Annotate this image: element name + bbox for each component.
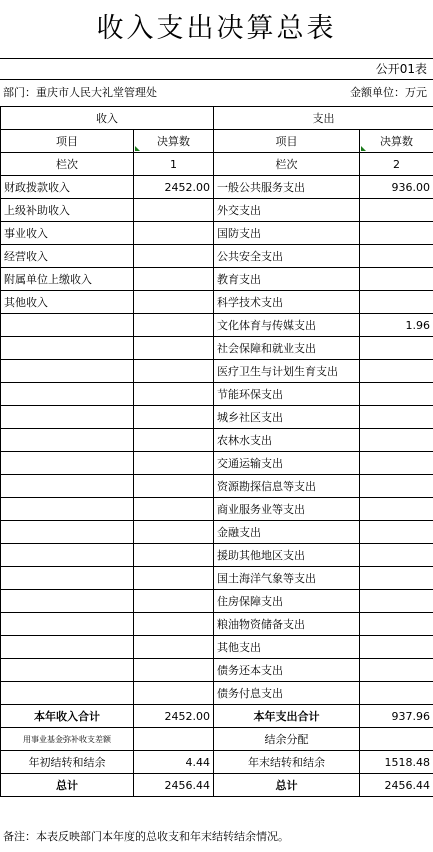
table-row bbox=[1, 544, 433, 567]
expense-item-cell: 债务付息支出 bbox=[214, 682, 360, 705]
expense-amount-cell bbox=[360, 268, 433, 291]
table-row bbox=[1, 475, 433, 498]
expense-amount-cell bbox=[360, 521, 433, 544]
income-amount-cell bbox=[134, 498, 214, 521]
expense-item-cell: 援助其他地区支出 bbox=[214, 544, 360, 567]
expense-item-cell: 交通运输支出 bbox=[214, 452, 360, 475]
expense-item-cell: 农林水支出 bbox=[214, 429, 360, 452]
expense-amount-header: 决算数 bbox=[360, 130, 433, 153]
expense-amount-cell bbox=[360, 360, 433, 383]
expense-amount-cell bbox=[360, 498, 433, 521]
table-row bbox=[1, 636, 433, 659]
income-amount-cell bbox=[134, 291, 214, 314]
income-amount-cell bbox=[134, 199, 214, 222]
expense-item-cell: 节能环保支出 bbox=[214, 383, 360, 406]
income-amount-cell: 2452.00 bbox=[134, 176, 214, 199]
income-amount-cell bbox=[134, 383, 214, 406]
year-total-row bbox=[1, 705, 433, 728]
year-expense-label: 本年支出合计 bbox=[214, 705, 360, 728]
income-item-cell bbox=[1, 383, 134, 406]
income-amount-cell bbox=[134, 268, 214, 291]
income-item-cell bbox=[1, 659, 134, 682]
income-amount-cell bbox=[134, 544, 214, 567]
seq-label-income: 栏次 bbox=[1, 153, 134, 176]
begin-carryover-label: 年初结转和结余 bbox=[1, 751, 134, 774]
table-row bbox=[1, 567, 433, 590]
income-item-cell bbox=[1, 590, 134, 613]
table-row bbox=[1, 199, 433, 222]
income-amount-cell bbox=[134, 521, 214, 544]
table-row bbox=[1, 360, 433, 383]
expense-section-header: 支出 bbox=[214, 107, 433, 130]
expense-amount-cell bbox=[360, 383, 433, 406]
footnote: 备注：本表反映部门本年度的总收支和年末结转结余情况。 bbox=[3, 830, 289, 843]
expense-item-cell: 资源勘探信息等支出 bbox=[214, 475, 360, 498]
income-amount-cell bbox=[134, 245, 214, 268]
income-amount-cell bbox=[134, 636, 214, 659]
expense-item-cell: 债务还本支出 bbox=[214, 659, 360, 682]
expense-amount-cell bbox=[360, 406, 433, 429]
income-item-header: 项目 bbox=[1, 130, 134, 153]
seq-expense-col: 2 bbox=[360, 153, 433, 176]
section-header-row bbox=[1, 107, 433, 130]
income-item-cell: 经营收入 bbox=[1, 245, 134, 268]
end-carryover-label: 年末结转和结余 bbox=[214, 751, 360, 774]
expense-item-cell: 国土海洋气象等支出 bbox=[214, 567, 360, 590]
income-amount-cell bbox=[134, 590, 214, 613]
expense-item-cell: 其他支出 bbox=[214, 636, 360, 659]
year-income-label: 本年收入合计 bbox=[1, 705, 134, 728]
table-row bbox=[1, 314, 433, 337]
year-expense-value: 937.96 bbox=[360, 705, 433, 728]
grand-total-label-expense: 总计 bbox=[214, 774, 360, 797]
expense-amount-cell bbox=[360, 429, 433, 452]
table-row bbox=[1, 682, 433, 705]
page-title: 收入支出决算总表 bbox=[96, 13, 337, 44]
table-row bbox=[1, 222, 433, 245]
expense-amount-cell bbox=[360, 452, 433, 475]
table-number: 公开01表 bbox=[375, 62, 427, 76]
income-amount-cell bbox=[134, 429, 214, 452]
end-carryover-value: 1518.48 bbox=[360, 751, 433, 774]
expense-amount-cell bbox=[360, 199, 433, 222]
income-amount-cell bbox=[134, 452, 214, 475]
income-item-cell bbox=[1, 567, 134, 590]
begin-carryover-value: 4.44 bbox=[134, 751, 214, 774]
income-item-cell bbox=[1, 636, 134, 659]
expense-item-cell: 城乡社区支出 bbox=[214, 406, 360, 429]
grand-total-row bbox=[1, 774, 433, 797]
income-item-cell bbox=[1, 429, 134, 452]
expense-item-cell: 住房保障支出 bbox=[214, 590, 360, 613]
table-row bbox=[1, 268, 433, 291]
income-item-cell bbox=[1, 475, 134, 498]
seq-label-expense: 栏次 bbox=[214, 153, 360, 176]
surplus-value bbox=[360, 728, 433, 751]
expense-amount-cell bbox=[360, 475, 433, 498]
income-item-cell: 事业收入 bbox=[1, 222, 134, 245]
meta-row bbox=[0, 80, 433, 106]
expense-amount-cell bbox=[360, 337, 433, 360]
income-amount-cell bbox=[134, 682, 214, 705]
surplus-label: 结余分配 bbox=[214, 728, 360, 751]
expense-amount-cell bbox=[360, 682, 433, 705]
expense-amount-cell bbox=[360, 659, 433, 682]
table-row bbox=[1, 245, 433, 268]
table-row bbox=[1, 406, 433, 429]
income-amount-cell bbox=[134, 360, 214, 383]
expense-item-cell: 社会保障和就业支出 bbox=[214, 337, 360, 360]
expense-amount-cell: 1.96 bbox=[360, 314, 433, 337]
seq-income-col: 1 bbox=[134, 153, 214, 176]
income-item-cell bbox=[1, 613, 134, 636]
income-item-cell bbox=[1, 521, 134, 544]
grand-total-income: 2456.44 bbox=[134, 774, 214, 797]
expense-item-cell: 粮油物资储备支出 bbox=[214, 613, 360, 636]
expense-amount-cell bbox=[360, 245, 433, 268]
income-item-cell: 上级补助收入 bbox=[1, 199, 134, 222]
income-amount-cell bbox=[134, 567, 214, 590]
carryover-row bbox=[1, 751, 433, 774]
table-row bbox=[1, 176, 433, 199]
expense-amount-cell bbox=[360, 544, 433, 567]
table-row bbox=[1, 291, 433, 314]
income-item-cell: 附属单位上缴收入 bbox=[1, 268, 134, 291]
year-income-value: 2452.00 bbox=[134, 705, 214, 728]
expense-amount-cell bbox=[360, 567, 433, 590]
table-row bbox=[1, 498, 433, 521]
income-item-cell bbox=[1, 360, 134, 383]
expense-amount-cell bbox=[360, 636, 433, 659]
department-label: 部门：重庆市人民大礼堂管理处 bbox=[3, 86, 157, 99]
table-number-bar bbox=[0, 58, 433, 80]
expense-item-cell: 商业服务业等支出 bbox=[214, 498, 360, 521]
expense-item-header: 项目 bbox=[214, 130, 360, 153]
expense-item-cell: 文化体育与传媒支出 bbox=[214, 314, 360, 337]
income-item-cell: 财政拨款收入 bbox=[1, 176, 134, 199]
income-amount-header: 决算数 bbox=[134, 130, 214, 153]
expense-item-cell: 公共安全支出 bbox=[214, 245, 360, 268]
income-item-cell bbox=[1, 682, 134, 705]
income-item-cell bbox=[1, 452, 134, 475]
income-amount-cell bbox=[134, 314, 214, 337]
unit-label: 金额单位：万元 bbox=[350, 86, 427, 99]
table-row bbox=[1, 452, 433, 475]
table-row bbox=[1, 590, 433, 613]
sequence-row bbox=[1, 153, 433, 176]
table-row bbox=[1, 429, 433, 452]
income-amount-cell bbox=[134, 337, 214, 360]
grand-total-expense: 2456.44 bbox=[360, 774, 433, 797]
expense-item-cell: 教育支出 bbox=[214, 268, 360, 291]
expense-amount-cell bbox=[360, 291, 433, 314]
expense-amount-cell bbox=[360, 613, 433, 636]
column-header-row bbox=[1, 130, 433, 153]
expense-item-cell: 医疗卫生与计划生育支出 bbox=[214, 360, 360, 383]
expense-amount-cell bbox=[360, 222, 433, 245]
income-item-cell bbox=[1, 498, 134, 521]
expense-amount-cell bbox=[360, 590, 433, 613]
table-row bbox=[1, 659, 433, 682]
expense-item-cell: 科学技术支出 bbox=[214, 291, 360, 314]
table-row bbox=[1, 337, 433, 360]
summary-table bbox=[0, 106, 433, 797]
fund-row bbox=[1, 728, 433, 751]
income-section-header: 收入 bbox=[1, 107, 214, 130]
income-amount-cell bbox=[134, 406, 214, 429]
table-row bbox=[1, 613, 433, 636]
grand-total-label-income: 总计 bbox=[1, 774, 134, 797]
income-amount-cell bbox=[134, 613, 214, 636]
expense-item-cell: 一般公共服务支出 bbox=[214, 176, 360, 199]
income-item-cell bbox=[1, 406, 134, 429]
income-amount-cell bbox=[134, 475, 214, 498]
fund-label: 用事业基金弥补收支差额 bbox=[1, 728, 134, 751]
expense-item-cell: 国防支出 bbox=[214, 222, 360, 245]
income-amount-cell bbox=[134, 222, 214, 245]
income-item-cell bbox=[1, 337, 134, 360]
income-item-cell bbox=[1, 544, 134, 567]
expense-item-cell: 金融支出 bbox=[214, 521, 360, 544]
table-row bbox=[1, 521, 433, 544]
income-item-cell: 其他收入 bbox=[1, 291, 134, 314]
income-amount-cell bbox=[134, 659, 214, 682]
fund-value bbox=[134, 728, 214, 751]
income-item-cell bbox=[1, 314, 134, 337]
table-row bbox=[1, 383, 433, 406]
expense-amount-cell: 936.00 bbox=[360, 176, 433, 199]
expense-item-cell: 外交支出 bbox=[214, 199, 360, 222]
